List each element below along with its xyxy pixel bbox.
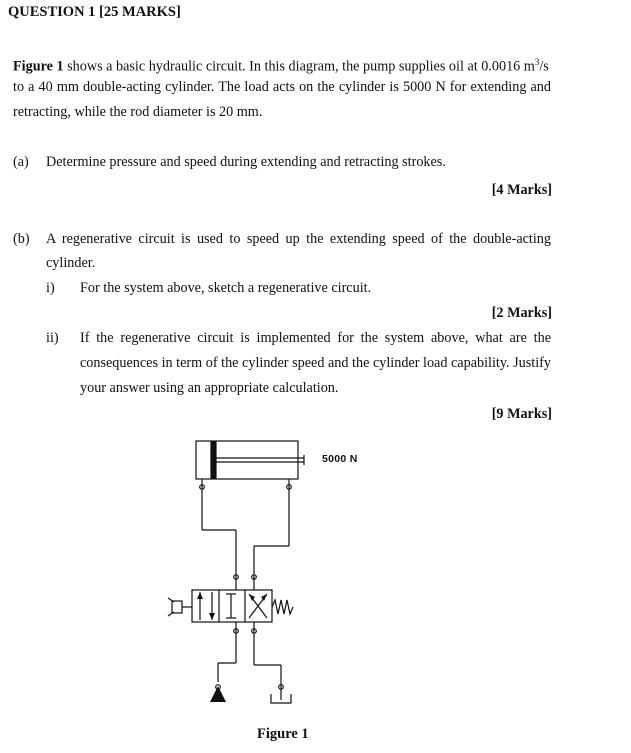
figure-caption: Figure 1 — [257, 726, 309, 742]
intro-line-1-text: shows a basic hydraulic circuit. In this diagram, the pump supplies oil at 0.0016 m — [63, 58, 535, 75]
intro-line-3: retracting, while the rod diameter is 20 mm. — [13, 104, 263, 120]
part-b-line-1: A regenerative circuit is used to speed up the extending speed of the double-acting — [46, 231, 551, 247]
intro-line-1-unit: /s — [539, 58, 549, 75]
part-b-ii-line-1: If the regenerative circuit is implemented for the system above, what are the — [80, 330, 551, 346]
part-b-ii-line-3: your answer using an appropriate calculation. — [80, 380, 339, 396]
part-b-ii-label: ii) — [46, 330, 59, 346]
part-a-text: Determine pressure and speed during extending and retracting strokes. — [46, 154, 446, 170]
double-acting-cylinder — [196, 441, 304, 479]
load-label: 5000 N — [322, 453, 358, 465]
part-b-i-text: For the system above, sketch a regenerative circuit. — [80, 280, 372, 296]
directional-control-valve — [192, 590, 272, 622]
part-b-ii-line-2: consequences in term of the cylinder speed and the cylinder load capability. Justify — [80, 355, 551, 371]
pump-icon — [210, 686, 226, 702]
question-heading: QUESTION 1 [25 MARKS] — [8, 4, 181, 20]
part-b-i-label: i) — [46, 280, 55, 296]
part-b-ii-marks: [9 Marks] — [491, 406, 552, 422]
intro-line-2: to a 40 mm double-acting cylinder. The load acts on the cylinder is 5000 N for extending and — [13, 79, 551, 95]
unit-superscript: 3 — [534, 57, 540, 67]
part-a-marks: [4 Marks] — [491, 182, 552, 198]
figure-reference: Figure 1 — [13, 58, 64, 75]
part-b-line-2: cylinder. — [46, 255, 96, 271]
part-b-label: (b) — [13, 231, 30, 247]
part-a-label: (a) — [13, 154, 29, 170]
part-b-i-marks: [2 Marks] — [491, 305, 552, 321]
solenoid-actuator — [168, 598, 192, 616]
return-spring-icon — [272, 600, 293, 614]
